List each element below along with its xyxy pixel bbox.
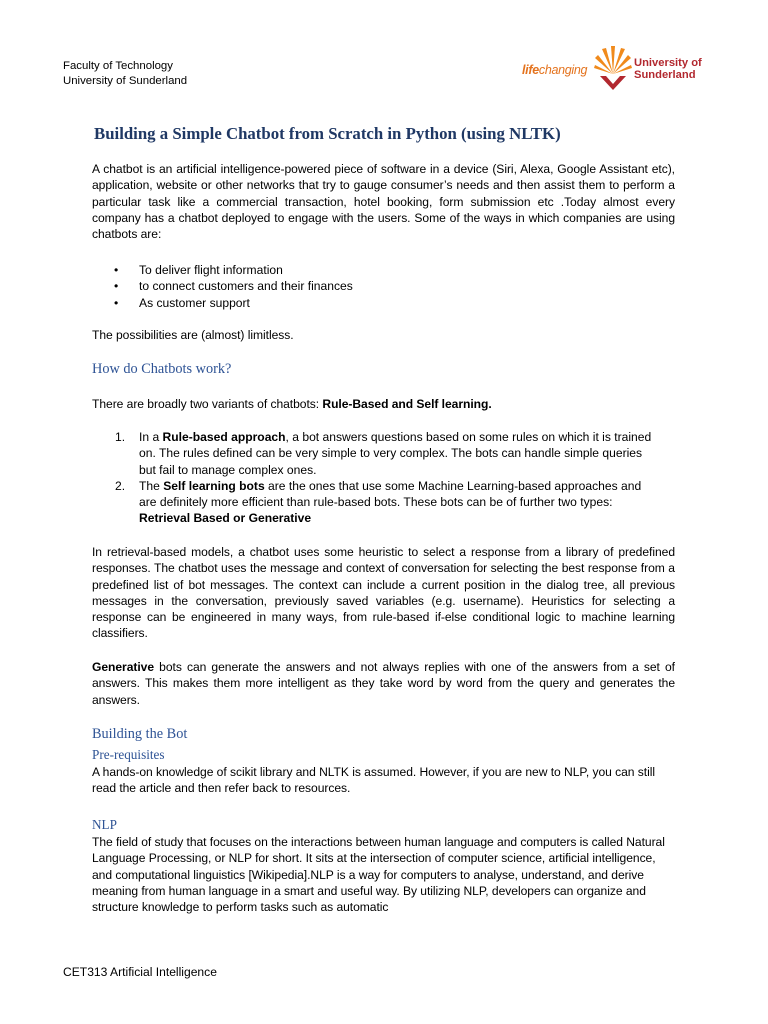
list-item: 1. In a Rule-based approach, a bot answers questions based on some rules on which it is trained on. The rules defined can be very simple to very complex. The bots can handle simple queries but fail to manage complex ones. [115, 430, 652, 477]
nlp-paragraph: The field of study that focuses on the interactions between human language and computers is called Natural Language Processing, or NLP for short. It sits at the intersection of computer science, artificial intelligence, and computational linguistics [Wikipedia].NLP is a way for computers to analyse, understand, and derive meaning from human language in a smart and useful way. By utilizing NLP, developers can organize and structure knowledge to perform tasks such as automatic [92, 835, 665, 915]
retrieval-paragraph: In retrieval-based models, a chatbot uses some heuristic to select a response from a library of predefined responses. The chatbot uses the message and context of conversation for selecting the best response from a predefined list of bot messages. The context can include a current position in the dialog tree, all previous messages in the conversation, previously saved variables (e.g. username). Heuristics for selecting a response can be engineered in many ways, from rule-based if-else conditional logic to machine learning classifiers. [92, 545, 675, 641]
faculty-name: Faculty of Technology [63, 60, 173, 72]
use-case-list-wrap [92, 262, 675, 311]
nlp-section [92, 834, 675, 915]
lifechanging-tagline: lifechanging [522, 63, 588, 77]
generative-section [92, 659, 675, 708]
header-institution [63, 59, 187, 89]
generative-paragraph: Generative bots can generate the answers and not always replies with one of the answers from a set of answers. This makes them more intelligent as they take word by word from the query and generates the answers. [92, 660, 675, 707]
possibilities-wrap [92, 327, 675, 343]
variants-lead: There are broadly two variants of chatbots: Rule-Based and Self learning. [92, 397, 492, 411]
use-case-list [92, 262, 675, 311]
building-bot-heading: Building the Bot [92, 726, 188, 742]
variants-list [92, 429, 675, 527]
university-logo-name: University of Sunderland [634, 57, 702, 81]
variants-lead-wrap [92, 396, 675, 412]
sunburst-logo-icon [594, 44, 632, 92]
possibilities-text: The possibilities are (almost) limitless. [92, 328, 294, 342]
prerequisites-heading: Pre-requisites [92, 747, 165, 762]
intro-paragraph: A chatbot is an artificial intelligence-powered piece of software in a device (Siri, Alexa, Google Assistant etc), application, website or other networks that try to gauge consumer’s needs and then assist them to perform a particular task like a commercial transaction, hotel booking, form submission etc .Today almost every company has a chatbot deployed to engage with the users. Some of the ways in which companies are using chatbots are: [92, 162, 675, 242]
variants-list-wrap [92, 429, 675, 527]
prerequisites-paragraph: A hands-on knowledge of scikit library and NLTK is assumed. However, if you are new to NLP, you can still read the article and then refer back to resources. [92, 765, 655, 796]
page-footer: CET313 Artificial Intelligence [63, 965, 217, 979]
list-item: • to connect customers and their finances [114, 279, 353, 294]
list-item: • As customer support [114, 295, 250, 310]
page-title: Building a Simple Chatbot from Scratch in Python (using NLTK) [94, 124, 561, 143]
nlp-heading: NLP [92, 817, 117, 832]
list-item: • To deliver flight information [114, 263, 283, 277]
retrieval-section [92, 544, 675, 642]
how-chatbots-work-heading: How do Chatbots work? [92, 361, 232, 377]
prerequisites-section [92, 764, 675, 797]
university-logo [522, 44, 712, 96]
intro-section [92, 161, 675, 242]
list-item: 2. The Self learning bots are the ones that use some Machine Learning-based approaches and are definitely more efficient than rule-based bots. These bots can be of further two types: Retrieval Based or Generative [115, 478, 642, 526]
university-name: University of Sunderland [63, 75, 188, 87]
